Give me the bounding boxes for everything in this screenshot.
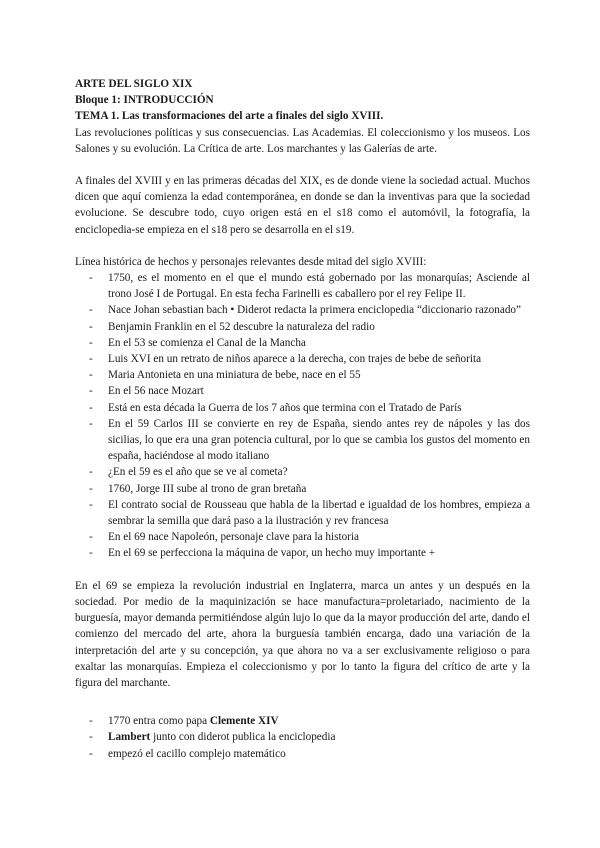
bullet-dash: - (89, 417, 93, 430)
list-item (75, 319, 530, 335)
list-item-text: Nace Johan sebastian bach • Diderot redacta la primera enciclopedia “diccionario razonado” (108, 304, 521, 317)
spacer (75, 562, 530, 578)
document-title: ARTE DEL SIGLO XIX (75, 78, 193, 90)
list-item-text: empezó el cacillo complejo matemático (108, 747, 286, 760)
timeline-heading: Línea histórica de hechos y personajes relevantes desde mitad del siglo XVIII: (75, 255, 427, 268)
list-item-text: En el 69 se perfecciona la máquina de vapor, un hecho muy importante + (108, 547, 436, 560)
list-item (75, 713, 530, 729)
list-item (75, 383, 530, 399)
paragraph-industrial-revolution: En el 69 se empieza la revolución industrial en Inglaterra, marca un antes y un después en la sociedad. Por medio de la maquinización se hace manufactura=proletariado, nacimiento de la burguesía, mayor demanda permitiéndose algún lujo lo que da la mayor producción del arte, dando el comienzo del mercado del arte, ahora la burguesía también encarga, dado una variación de la interpretación del arte y su concepción, ya que ahora no va a ser exclusivamente religioso o para exaltar las monarquías. Empieza el coleccionismo y por lo tanto la figura del crítico de arte y la figura del marchante. (75, 579, 530, 689)
theme-heading: TEMA 1. Las transformaciones del arte a finales del siglo XVIII. (75, 110, 384, 123)
list-item (75, 400, 530, 416)
list-item-text: ¿En el 59 es el año que se ve al cometa? (108, 466, 288, 479)
list-item (75, 367, 530, 383)
bullet-dash: - (89, 369, 93, 382)
bullet-dash: - (89, 272, 93, 285)
spacer (75, 238, 530, 254)
list-item (75, 529, 530, 545)
bullet-dash: - (89, 320, 93, 333)
list-item-text: 1760, Jorge III sube al trono de gran bretaña (108, 482, 307, 495)
list-item-text: En el 53 se comienza el Canal de la Mancha (108, 336, 306, 349)
list-item-text: junto con diderot publica la enciclopedia (150, 731, 336, 744)
bullet-dash: - (89, 747, 93, 760)
list-item-text: 1770 entra como papa (108, 715, 210, 728)
list-item (75, 351, 530, 367)
timeline-list (75, 270, 530, 562)
spacer (75, 691, 530, 707)
bullet-dash: - (89, 336, 93, 349)
bullet-dash: - (89, 401, 93, 414)
list-item-text: Luis XVI en un retrato de niños aparece a la derecha, con trajes de bebe de señorita (108, 353, 482, 366)
list-item-text: Benjamin Franklin en el 52 descubre la naturaleza del radio (108, 320, 375, 333)
list-item (75, 497, 530, 529)
list-item (75, 270, 530, 302)
list-item (75, 545, 530, 561)
block-heading: Bloque 1: INTRODUCCIÓN (75, 94, 214, 107)
list-item-text: En el 69 nace Napoleón, personaje clave para la historia (108, 531, 359, 544)
list-item (75, 464, 530, 480)
list-item-text: Está en esta década la Guerra de los 7 años que termina con el Tratado de París (108, 401, 462, 414)
bullet-dash: - (89, 466, 93, 479)
bullet-dash: - (89, 531, 93, 544)
list-item-text: Maria Antonieta en una miniatura de bebe, nace en el 55 (108, 369, 361, 382)
bullet-dash: - (89, 482, 93, 495)
bullet-dash: - (89, 731, 93, 744)
list-item-text: En el 59 Carlos III se convierte en rey de España, siendo antes rey de nápoles y las dos sicilias, lo que era una gran potencia cultural, por lo que se cambia los gustos del momento en españa, haciéndose al modo italiano (108, 417, 530, 463)
list-item (75, 729, 530, 745)
bullet-dash: - (89, 385, 93, 398)
list-item-text: El contrato social de Rousseau que habla de la libertad e igualdad de los hombres, empieza a sembrar la semilla que dará paso a la ilustración y rev francesa (108, 498, 530, 528)
bullet-dash: - (89, 715, 93, 728)
list-item (75, 481, 530, 497)
final-list (75, 713, 530, 762)
bullet-dash: - (89, 498, 93, 511)
paragraph-origins: A finales del XVIII y en las primeras décadas del XIX, es de donde viene la sociedad actual. Muchos dicen que aquí comienza la edad contemporánea, en donde se dan la inventivas para que la sociedad evolucione. Se descubre todo, cuyo origen está en el s18 como el automóvil, la fotografía, la enciclopedia-se empieza en el s18 pero se desarrolla en el s19. (75, 175, 530, 236)
bullet-dash: - (89, 304, 93, 317)
list-item-text: En el 56 nace Mozart (108, 385, 204, 398)
list-item-text: 1750, es el momento en el que el mundo está gobernado por las monarquías; Asciende al trono José I de Portugal. En esta fecha Farinelli es caballero por el rey Felipe II. (108, 272, 530, 301)
list-item (75, 335, 530, 351)
bold-name: Clemente XIV (209, 715, 279, 728)
list-item (75, 416, 530, 465)
bullet-dash: - (89, 353, 93, 366)
bold-name: Lambert (108, 731, 151, 744)
spacer (75, 157, 530, 173)
bullet-dash: - (89, 547, 93, 560)
list-item (75, 302, 530, 318)
list-item (75, 746, 530, 762)
intro-paragraph: Las revoluciones políticas y sus consecuencias. Las Academias. El coleccionismo y los museos. Los Salones y su evolución. La Crítica de arte. Los marchantes y las Galerías de arte. (75, 126, 530, 155)
